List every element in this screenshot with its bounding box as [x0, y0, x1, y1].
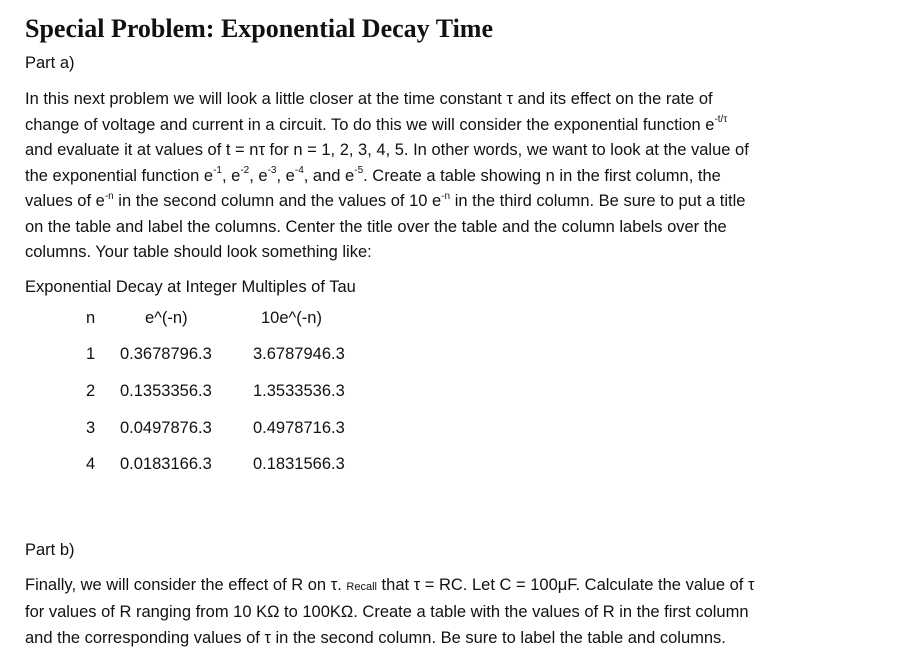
table-header-n: n	[86, 308, 96, 327]
part-a-line-6: on the table and label the columns. Center the title over the table and the column labels over the	[25, 217, 727, 236]
table-title: Exponential Decay at Integer Multiples of Tau	[25, 277, 356, 296]
part-a-line-4: the exponential function $e^{-1}$, $e^{-2}$, $e^{-3}$, $e^{-4}$, and $e^{-5}$. Create a table showing n in the first column, the	[25, 165, 721, 185]
part-a-paragraph	[25, 87, 885, 266]
table-cell: 0.1353356.3	[120, 381, 212, 400]
part-b-line-3: and the corresponding values of τ in the second column. Be sure to label the table and columns.	[25, 628, 726, 647]
part-a-label: Part a)	[25, 54, 75, 72]
table-cell: 0.4978716.3	[253, 418, 345, 437]
table-cell: 0.0183166.3	[120, 454, 212, 473]
table-cell: 1.3533536.3	[253, 381, 345, 400]
part-a-line-3: and evaluate it at values of t = nτ for n = 1, 2, 3, 4, 5. In other words, we want to look at the value of	[25, 141, 749, 159]
part-a-line-2: change of voltage and current in a circuit. To do this we will consider the exponential function $e^{-t/\tau}$	[25, 114, 728, 134]
table-header-exp: e^(-n)	[145, 308, 188, 327]
table-cell: 1	[86, 344, 96, 363]
table-cell: 3	[86, 418, 96, 437]
table-cell: 0.0497876.3	[120, 418, 212, 437]
part-b-line-1: Finally, we will consider the effect of R on τ. Recall that τ = RC. Let C = 100μF. Calculate the value of τ	[25, 575, 755, 594]
table-cell: 0.1831566.3	[253, 454, 345, 473]
table-cell: 4	[86, 454, 96, 473]
table-cell: 0.3678796.3	[120, 344, 212, 363]
decay-table	[25, 308, 885, 503]
part-b-line-2: for values of R ranging from 10 KΩ to 100KΩ. Create a table with the values of R in the first column	[25, 603, 749, 621]
document-page	[25, 14, 885, 651]
part-a-line-7: columns. Your table should look something like:	[25, 243, 372, 261]
document-title: Special Problem: Exponential Decay Time	[25, 14, 493, 43]
table-cell: 3.6787946.3	[253, 344, 345, 363]
part-b-paragraph	[25, 573, 885, 652]
table-header-10exp: 10e^(-n)	[261, 308, 322, 327]
table-cell: 2	[86, 381, 96, 400]
part-a-line-1: In this next problem we will look a little closer at the time constant τ and its effect on the rate of	[25, 90, 713, 108]
part-b-label: Part b)	[25, 540, 75, 559]
part-a-line-5: values of $e^{-n}$ in the second column and the values of 10 $e^{-n}$ in the third column. Be sure to put a title	[25, 190, 746, 210]
